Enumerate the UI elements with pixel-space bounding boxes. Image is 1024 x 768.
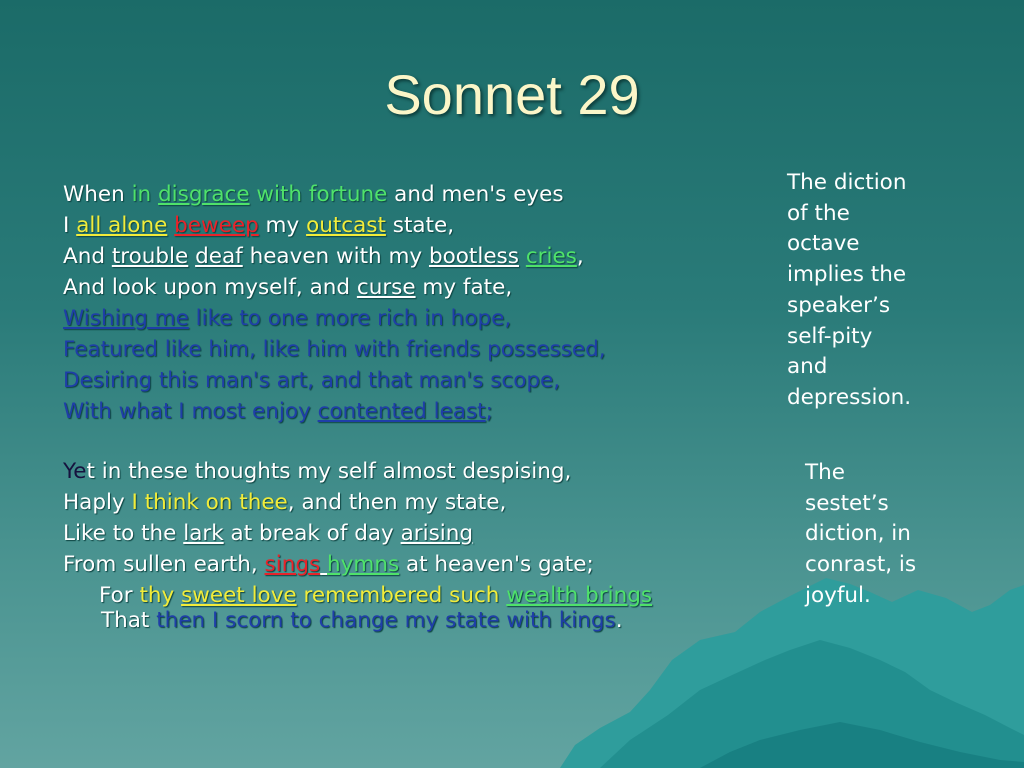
poem-line-2: I all alone beweep my outcast state,: [63, 213, 455, 238]
poem-line-5: Wishing me like to one more rich in hope,: [63, 306, 512, 331]
sestet-note: The sestet’s diction, in conrast, is joyful.: [805, 460, 917, 608]
poem-line-9: Yet in these thoughts my self almost despising,: [63, 459, 572, 484]
poem-line-6: Featured like him, like him with friends possessed,: [63, 337, 606, 362]
poem-line-12: From sullen earth, sings hymns at heaven's gate;: [63, 552, 594, 577]
poem-line-8: With what I most enjoy contented least;: [63, 399, 493, 424]
poem-line-13: For thy sweet love remembered such wealth brings: [99, 583, 653, 608]
poem-line-1: When in disgrace with fortune and men's eyes: [63, 182, 564, 207]
poem-line-11: Like to the lark at break of day arising: [63, 521, 474, 546]
poem-line-4: And look upon myself, and curse my fate,: [63, 275, 513, 300]
poem-line-10: Haply I think on thee, and then my state,: [63, 490, 507, 515]
poem-line-14: That then I scorn to change my state with kings.: [101, 608, 623, 633]
poem-line-3: And trouble deaf heaven with my bootless cries,: [63, 244, 584, 269]
slide-title: Sonnet 29: [384, 63, 640, 126]
poem-line-7: Desiring this man's art, and that man's scope,: [63, 368, 561, 393]
octave-note: The diction of the octave implies the speaker’s self-pity and depression.: [787, 170, 912, 410]
